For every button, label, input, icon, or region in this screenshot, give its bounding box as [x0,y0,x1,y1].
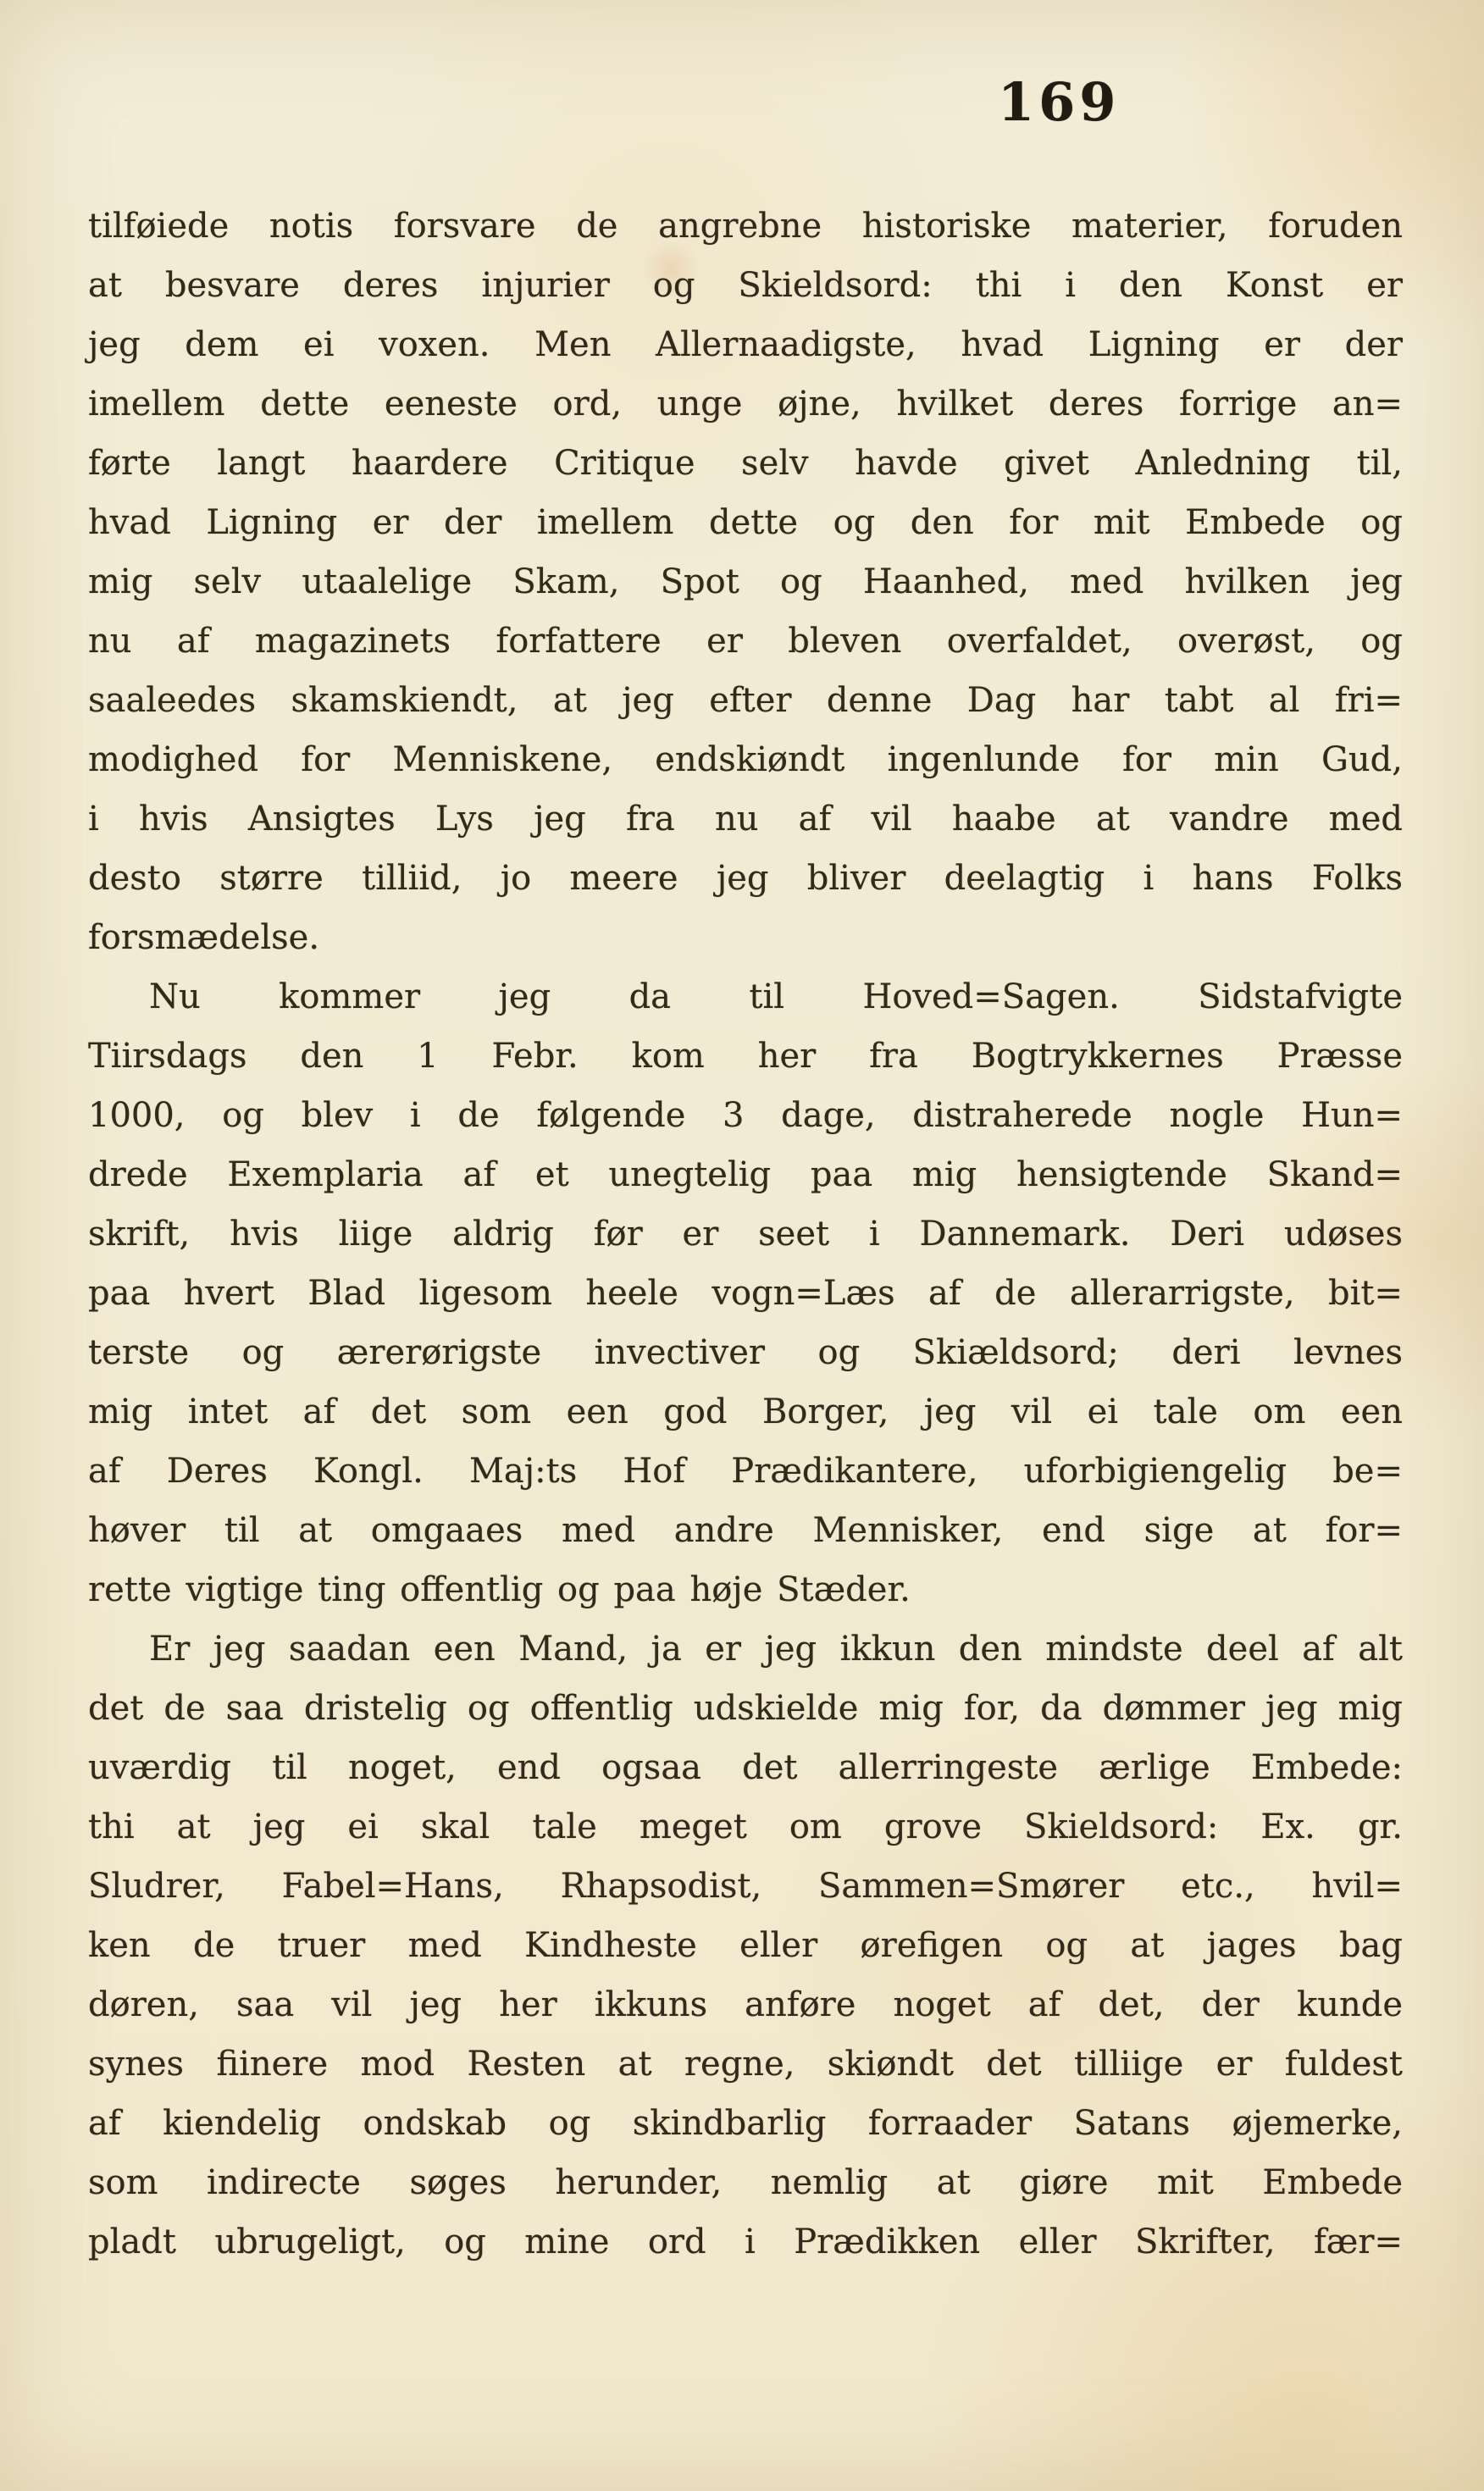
text-line: Er jeg saadan een Mand, ja er jeg ikkun den mindste deel af alt [149,1630,1403,1669]
text-line: mig selv utaalelige Skam, Spot og Haanhed, med hvilken jeg [88,562,1403,601]
text-line: døren, saa vil jeg her ikkuns anføre noget af det, der kunde [88,1985,1403,2024]
text-line: nu af magazinets forfattere er bleven overfaldet, overøst, og [88,622,1403,661]
text-line: af Deres Kongl. Maj:ts Hof Prædikantere, uforbigiengelig be= [88,1452,1403,1491]
text-line: høver til at omgaaes med andre Mennisker, end sige at for= [88,1511,1403,1550]
paragraph [88,197,1403,967]
text-line: synes fiinere mod Resten at regne, skiøndt det tilliige er fuldest [88,2045,1403,2084]
text-line: som indirecte søges herunder, nemlig at giøre mit Embede [88,2163,1403,2202]
text-line: hvad Ligning er der imellem dette og den for mit Embede og [88,503,1403,542]
text-line: i hvis Ansigtes Lys jeg fra nu af vil haabe at vandre med [88,800,1403,839]
text-line: førte langt haardere Critique selv havde givet Anledning til, [88,444,1403,483]
text-line: af kiendelig ondskab og skindbarlig forraader Satans øjemerke, [88,2104,1403,2143]
text-line: forsmædelse. [88,918,320,957]
page-number: 169 [998,71,1121,133]
text-line: det de saa dristelig og offentlig udskielde mig for, da dømmer jeg mig [88,1689,1403,1728]
text-line: desto større tilliid, jo meere jeg bliver deelagtig i hans Folks [88,859,1403,898]
text-line: Sludrer, Fabel=Hans, Rhapsodist, Sammen=Smører etc., hvil= [88,1867,1403,1906]
text-line: rette vigtige ting offentlig og paa høje Stæder. [88,1570,911,1609]
paragraph [88,967,1403,1619]
text-line: imellem dette eeneste ord, unge øjne, hvilket deres forrige an= [88,385,1403,423]
text-line: drede Exemplaria af et unegtelig paa mig hensigtende Skand= [88,1155,1403,1194]
text-line: mig intet af det som een god Borger, jeg vil ei tale om een [88,1392,1403,1431]
text-line: Nu kommer jeg da til Hoved=Sagen. Sidstafvigte [149,977,1403,1016]
text-line: skrift, hvis liige aldrig før er seet i Dannemark. Deri udøses [88,1215,1403,1254]
text-line: modighed for Menniskene, endskiøndt ingenlunde for min Gud, [88,740,1403,779]
text-line: pladt ubrugeligt, og mine ord i Prædikken eller Skrifter, fær= [88,2223,1403,2261]
text-block [88,197,1403,2272]
text-line: at besvare deres injurier og Skieldsord: thi i den Konst er [88,266,1403,305]
text-line: tilføiede notis forsvare de angrebne historiske materier, foruden [88,207,1403,246]
text-line: saaleedes skamskiendt, at jeg efter denne Dag har tabt al fri= [88,681,1403,720]
text-line: paa hvert Blad ligesom heele vogn=Læs af de allerarrigste, bit= [88,1274,1403,1313]
text-line: thi at jeg ei skal tale meget om grove Skieldsord: Ex. gr. [88,1807,1403,1846]
paragraph [88,1619,1403,2272]
text-line: jeg dem ei voxen. Men Allernaadigste, hvad Ligning er der [88,325,1403,364]
text-line: terste og ærerørigste invectiver og Skiældsord; deri levnes [88,1333,1403,1372]
text-line: uværdig til noget, end ogsaa det allerringeste ærlige Embede: [88,1748,1403,1787]
text-line: Tiirsdags den 1 Febr. kom her fra Bogtrykkernes Præsse [88,1037,1403,1076]
text-line: ken de truer med Kindheste eller ørefigen og at jages bag [88,1926,1403,1965]
text-line: 1000, og blev i de følgende 3 dage, distraherede nogle Hun= [88,1096,1403,1135]
